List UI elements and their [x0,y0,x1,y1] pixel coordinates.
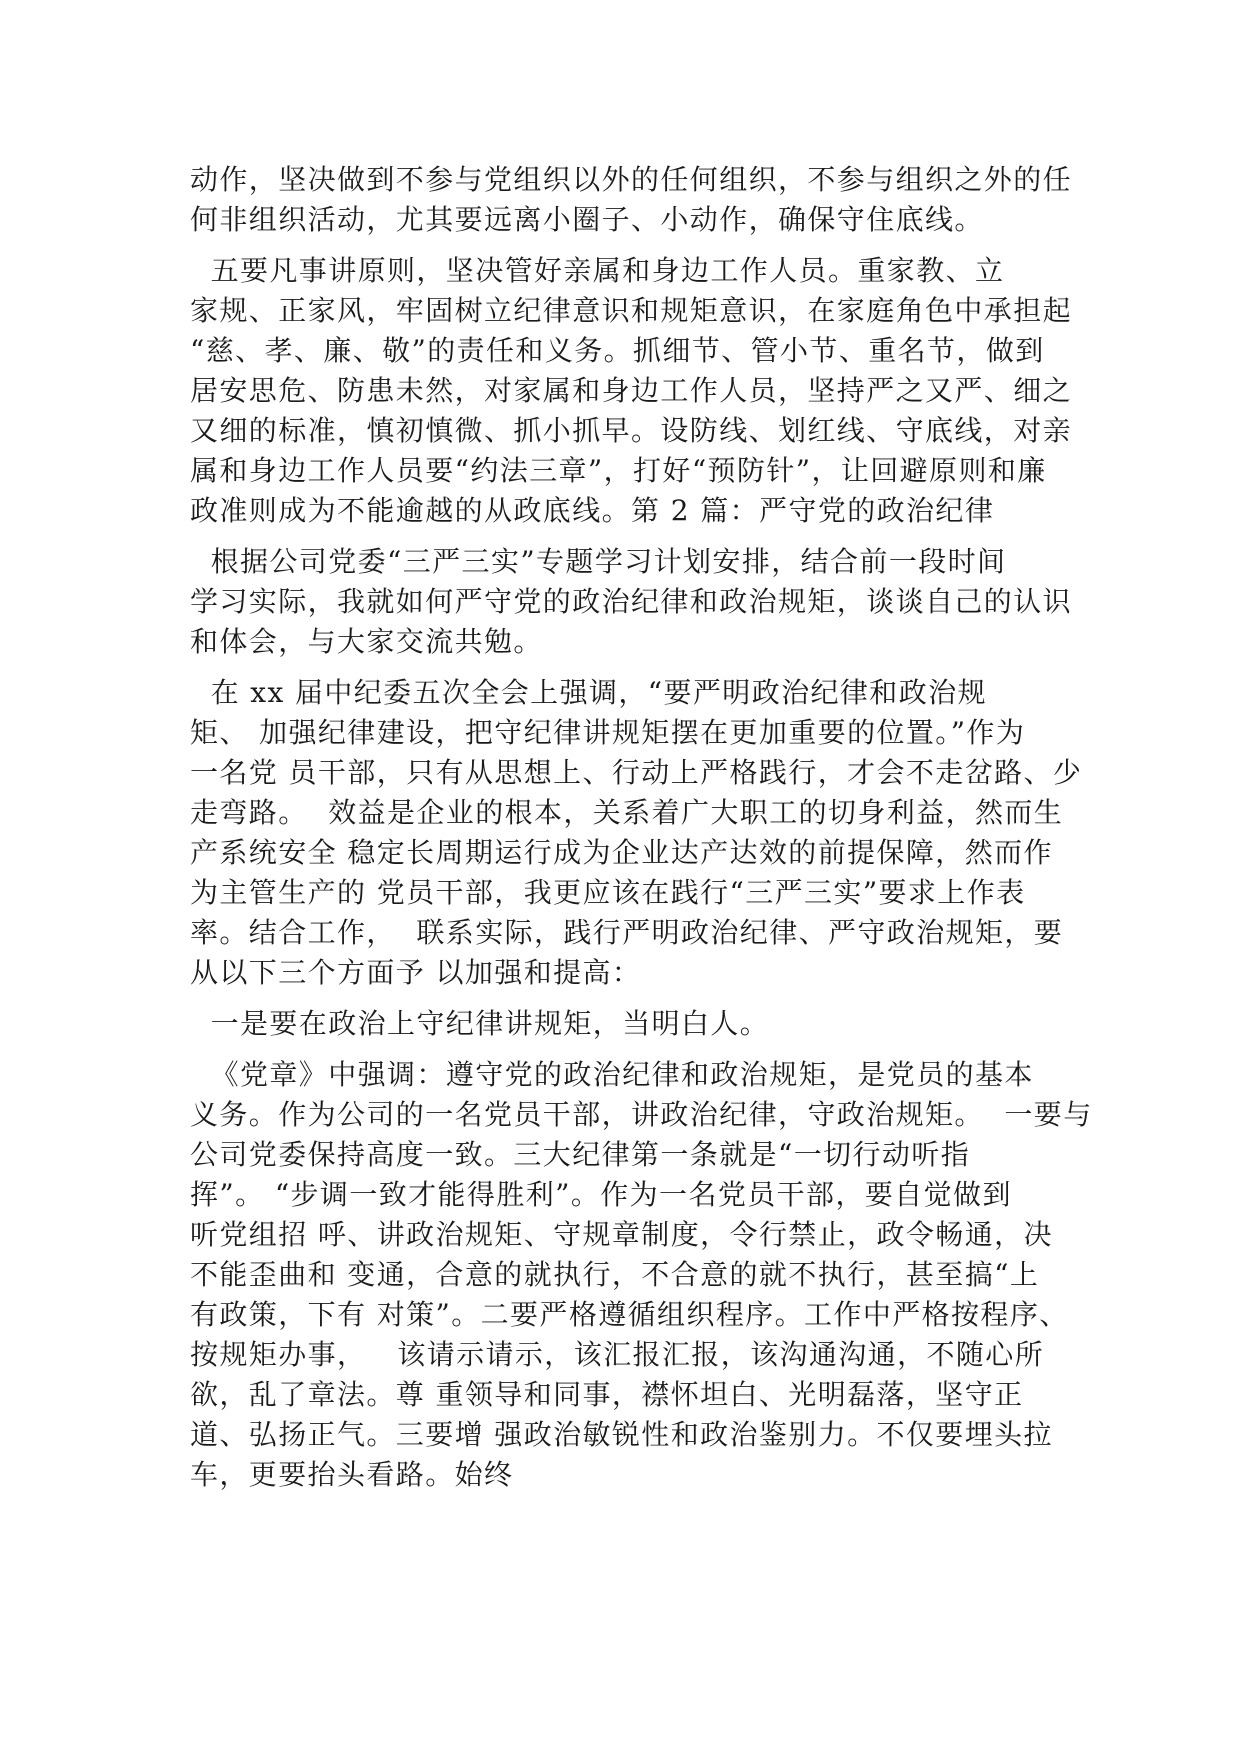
text-line: 义务。作为公司的一名党员干部，讲政治纪律，守政治规矩。 一要与 [190,1098,1093,1131]
text-line: 走弯路。 效益是企业的根本，关系着广大职工的切身利益，然而生 [190,796,1064,829]
text-line: 挥”。 “步调一致才能得胜利”。作为一名党员干部，要自觉做到 [190,1178,1012,1211]
paragraph-2 [190,251,1073,531]
paragraph-3 [190,542,1073,662]
text-line: 从以下三个方面予 以加强和提高： [190,956,642,989]
text-line: 道、弘扬正气。三要增 强政治敏锐性和政治鉴别力。不仅要埋头拉 [190,1418,1053,1451]
text-line: 为主管生产的 党员干部，我更应该在践行“三严三实”要求上作表 [190,876,1026,909]
text-line: 率。结合工作， 联系实际，践行严明政治纪律、严守政治规矩，要 [190,916,1064,949]
paragraph-1 [190,160,1073,240]
text-line: 矩、 加强纪律建设，把守纪律讲规矩摆在更加重要的位置。”作为 [190,716,1026,749]
text-line: 不能歪曲和 变通，合意的就执行，不合意的就不执行，甚至搞“上 [190,1258,1040,1291]
text-line: 在 xx 届中纪委五次全会上强调，“要严明政治纪律和政治规 [190,676,987,709]
paragraph-6 [190,1055,1093,1495]
text-line: 有政策，下有 对策”。二要严格遵循组织程序。工作中严格按程序、 [190,1298,1069,1331]
text-line: 家规、正家风，牢固树立纪律意识和规矩意识，在家庭角色中承担起 [190,294,1073,327]
text-line: 何非组织活动，尤其要远离小圈子、小动作，确保守住底线。 [190,203,984,236]
text-line: 和体会，与大家交流共勉。 [190,625,543,658]
text-line: 五要凡事讲原则，坚决管好亲属和身边工作人员。重家教、立 [190,254,1005,287]
text-line: 欲，乱了章法。尊 重领导和同事，襟怀坦白、光明磊落，坚守正 [190,1378,1024,1411]
text-line: 根据公司党委“三严三实”专题学习计划安排，结合前一段时间 [190,545,1007,578]
text-line: 产系统安全 稳定长周期运行成为企业达产达效的前提保障，然而作 [190,836,1053,869]
paragraph-4 [190,673,1083,993]
text-line: 车，更要抬头看路。始终 [190,1458,514,1491]
text-line: 居安思危、防患未然，对家属和身边工作人员，坚持严之又严、细之 [190,374,1073,407]
text-line: 《党章》中强调：遵守党的政治纪律和政治规矩，是党员的基本 [190,1058,1034,1091]
paragraph-5 [190,1004,1060,1044]
text-line: 一名党 员干部，只有从思想上、行动上严格践行，才会不走岔路、少 [190,756,1083,789]
document-page [190,160,1093,1495]
text-line: 动作，坚决做到不参与党组织以外的任何组织，不参与组织之外的任 [190,163,1073,196]
text-line: 一是要在政治上守纪律讲规矩，当明白人。 [190,1007,770,1040]
text-line: 听党组招 呼、讲政治规矩、守规章制度，令行禁止，政令畅通，决 [190,1218,1053,1251]
text-line: 属和身边工作人员要“约法三章”，打好“预防针”，让回避原则和廉 [190,454,1047,487]
text-line: 公司党委保持高度一致。三大纪律第一条就是“一切行动听指 [190,1138,971,1171]
text-line: “慈、孝、廉、敬”的责任和义务。抓细节、管小节、重名节，做到 [190,334,1045,367]
text-line: 政准则成为不能逾越的从政底线。第 2 篇：严守党的政治纪律 [190,494,995,527]
text-line: 又细的标准，慎初慎微、抓小抓早。设防线、划红线、守底线，对亲 [190,414,1073,447]
text-line: 学习实际，我就如何严守党的政治纪律和政治规矩，谈谈自己的认识 [190,585,1073,618]
text-line: 按规矩办事， 该请示请示，该汇报汇报，该沟通沟通，不随心所 [190,1338,1045,1371]
